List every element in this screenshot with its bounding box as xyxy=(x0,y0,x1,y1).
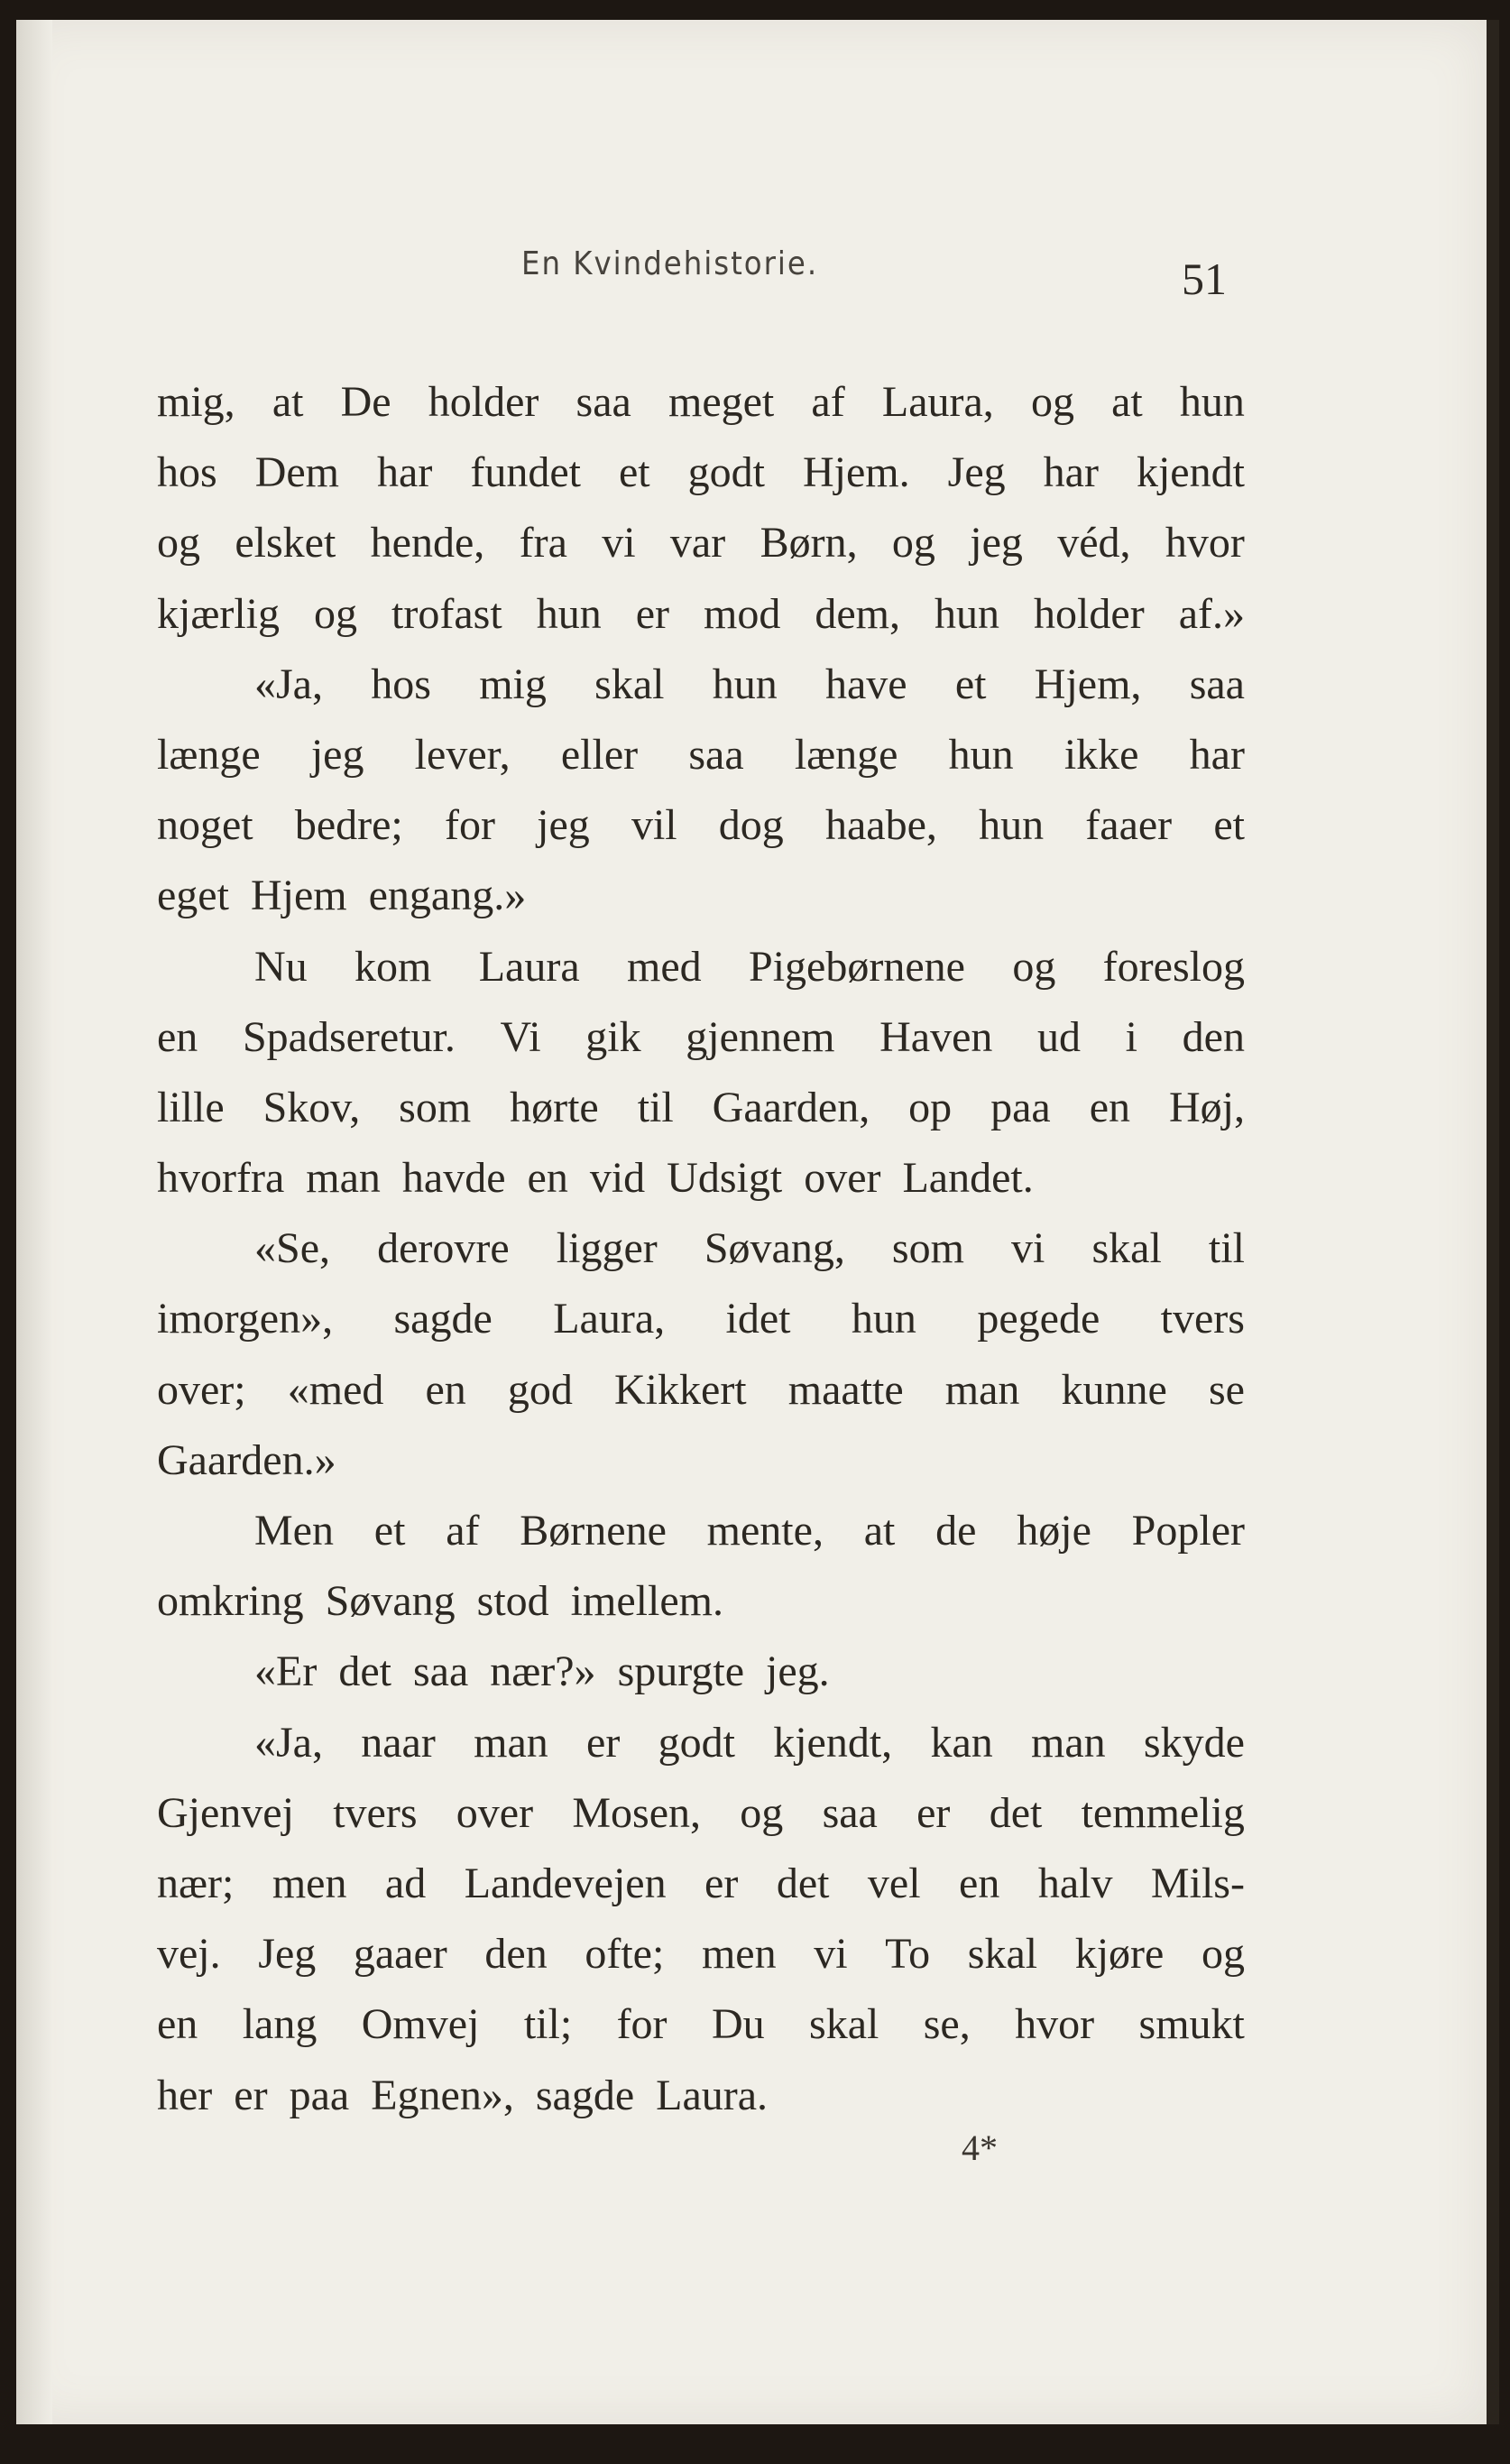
word: elsket xyxy=(235,519,336,568)
word: To xyxy=(885,1930,931,1979)
word: «Se, xyxy=(254,1224,330,1273)
word: hun xyxy=(948,730,1014,779)
word: vel xyxy=(867,1859,921,1907)
word: som xyxy=(399,1083,472,1131)
word: man xyxy=(474,1718,548,1767)
body-text xyxy=(157,367,1245,2131)
word: god xyxy=(507,1365,573,1414)
word: se, xyxy=(923,2000,971,2049)
word: Hjem, xyxy=(1034,660,1142,708)
word: man xyxy=(1031,1718,1106,1767)
word: saa xyxy=(575,378,631,426)
word: Du xyxy=(711,2000,765,2049)
word: Mosen, xyxy=(572,1788,702,1837)
word: haabe, xyxy=(824,801,937,850)
word: holder xyxy=(1034,589,1145,638)
text-line xyxy=(157,1989,1245,2060)
word: er xyxy=(916,1788,951,1837)
text-line xyxy=(157,720,1245,790)
book-page xyxy=(16,20,1499,2424)
word: hun xyxy=(935,589,1000,638)
word: smukt xyxy=(1138,2000,1245,2049)
word: længe xyxy=(157,730,261,779)
word: saa xyxy=(822,1788,878,1837)
word: jeg xyxy=(537,801,590,850)
word: over xyxy=(456,1788,534,1837)
word: nær?» xyxy=(490,1647,596,1696)
word: faaer xyxy=(1085,801,1173,850)
word: eller xyxy=(560,730,639,779)
word: «Ja, xyxy=(254,660,323,708)
word: at xyxy=(1111,378,1143,426)
word: Egnen», xyxy=(371,2071,514,2119)
word: hende, xyxy=(370,519,485,568)
word: hos xyxy=(157,448,217,497)
word: og xyxy=(891,519,935,568)
word: holder xyxy=(428,378,539,426)
word: har xyxy=(1189,730,1245,779)
page-number: 51 xyxy=(1182,254,1227,304)
word: man xyxy=(944,1365,1020,1414)
word: kom xyxy=(354,942,432,991)
word: fundet xyxy=(470,448,581,497)
word: De xyxy=(340,378,391,426)
text-line xyxy=(157,861,1245,931)
word: tvers xyxy=(1160,1295,1245,1343)
word: Jeg xyxy=(947,448,1006,497)
word: godt xyxy=(687,448,765,497)
word: saa xyxy=(688,730,744,779)
word: hørte xyxy=(510,1083,599,1131)
word: omkring xyxy=(157,1577,304,1626)
word: jeg. xyxy=(766,1647,830,1696)
word: imellem. xyxy=(570,1577,723,1626)
word: længe xyxy=(794,730,898,779)
text-line xyxy=(157,508,1245,578)
word: Gaarden, xyxy=(712,1083,870,1131)
word: Mils- xyxy=(1150,1859,1245,1907)
word: er xyxy=(586,1718,621,1767)
word: hun xyxy=(851,1295,916,1343)
word: Laura, xyxy=(553,1295,666,1343)
text-line xyxy=(157,438,1245,508)
word: paa xyxy=(289,2071,350,2119)
word: idet xyxy=(725,1295,791,1343)
word: kan xyxy=(930,1718,993,1767)
text-line xyxy=(157,1073,1245,1143)
text-line xyxy=(157,790,1245,861)
running-header: En Kvindehistorie. xyxy=(521,245,819,282)
word: af xyxy=(811,378,845,426)
word: gik xyxy=(585,1012,641,1061)
word: et xyxy=(373,1507,406,1555)
word: hvor xyxy=(1015,2000,1095,2049)
page-gutter xyxy=(16,20,52,2424)
word: Børn, xyxy=(760,519,858,568)
word: saa xyxy=(412,1647,469,1696)
word: pegede xyxy=(977,1295,1100,1343)
word: have xyxy=(825,660,907,708)
word: en xyxy=(157,2000,198,2049)
word: ikke xyxy=(1063,730,1139,779)
word: Spadseretur. xyxy=(242,1012,456,1061)
text-line xyxy=(157,367,1245,438)
word: til xyxy=(1208,1224,1245,1273)
word: «Ja, xyxy=(254,1718,323,1767)
text-line xyxy=(157,1919,1245,1989)
word: vi xyxy=(1011,1224,1045,1273)
word: maatte xyxy=(787,1365,904,1414)
word: meget xyxy=(668,378,775,426)
word: gjennem xyxy=(686,1012,835,1061)
word: Jeg xyxy=(258,1930,317,1979)
word: har xyxy=(377,448,433,497)
word: eget xyxy=(157,872,229,920)
word: for xyxy=(616,2000,668,2049)
word: et xyxy=(954,660,987,708)
word: Haven xyxy=(879,1012,993,1061)
word: ligger xyxy=(556,1224,658,1273)
word: kjendt xyxy=(1136,448,1245,497)
word: lille xyxy=(157,1083,225,1131)
word: over; xyxy=(157,1365,246,1414)
word: dog xyxy=(718,801,784,850)
word: og xyxy=(314,589,358,638)
word: naar xyxy=(361,1718,436,1767)
word: trofast xyxy=(391,589,502,638)
word: paa xyxy=(990,1083,1051,1131)
word: skal xyxy=(809,2000,879,2049)
text-line xyxy=(157,1355,1245,1426)
word: «Er xyxy=(254,1647,318,1696)
word: høje xyxy=(1017,1507,1091,1555)
word: Nu xyxy=(254,942,308,991)
word: over xyxy=(804,1154,881,1203)
text-line xyxy=(157,1708,1245,1778)
word: Gaarden.» xyxy=(157,1435,336,1484)
word: Skov, xyxy=(262,1083,361,1131)
word: derovre xyxy=(377,1224,510,1273)
word: hvorfra xyxy=(157,1154,285,1203)
word: Høj, xyxy=(1168,1083,1245,1131)
word: lever, xyxy=(414,730,511,779)
word: at xyxy=(272,378,304,426)
word: skyde xyxy=(1143,1718,1245,1767)
word: her xyxy=(157,2071,213,2119)
text-line xyxy=(157,1637,1245,1707)
word: de xyxy=(935,1507,977,1555)
word: Laura, xyxy=(881,378,994,426)
word: Søvang, xyxy=(704,1224,845,1273)
word: hun xyxy=(712,660,778,708)
word: vej. xyxy=(157,1930,221,1979)
word: saa xyxy=(1189,660,1245,708)
word: temmelig xyxy=(1081,1788,1245,1837)
word: halv xyxy=(1037,1859,1113,1907)
word: den xyxy=(1182,1012,1245,1061)
word: det xyxy=(989,1788,1043,1837)
word: Kikkert xyxy=(614,1365,747,1414)
word: Dem xyxy=(254,448,340,497)
word: mente, xyxy=(706,1507,824,1555)
text-line xyxy=(157,1002,1245,1073)
word: en xyxy=(157,1012,198,1061)
word: op xyxy=(908,1083,953,1131)
word: den xyxy=(484,1930,548,1979)
text-line xyxy=(157,1496,1245,1566)
word: og xyxy=(740,1788,784,1837)
word: hun xyxy=(979,801,1045,850)
word: vi xyxy=(602,519,636,568)
word: engang.» xyxy=(368,872,527,920)
word: Men xyxy=(254,1507,334,1555)
word: er xyxy=(234,2071,268,2119)
word: det xyxy=(776,1859,830,1907)
word: «med xyxy=(287,1365,384,1414)
word: et xyxy=(618,448,650,497)
word: en xyxy=(959,1859,1000,1907)
word: véd, xyxy=(1057,519,1131,568)
word: Børnene xyxy=(520,1507,667,1555)
word: Laura xyxy=(478,942,580,991)
text-line xyxy=(157,1566,1245,1637)
word: og xyxy=(1012,942,1056,991)
word: er xyxy=(704,1859,739,1907)
word: hun xyxy=(1179,378,1245,426)
word: og xyxy=(1030,378,1074,426)
word: men xyxy=(272,1859,347,1907)
word: spurgte xyxy=(617,1647,744,1696)
word: havde xyxy=(401,1154,506,1203)
word: men xyxy=(701,1930,777,1979)
word: af.» xyxy=(1178,589,1245,638)
word: at xyxy=(863,1507,896,1555)
text-line xyxy=(157,579,1245,650)
word: til; xyxy=(523,2000,573,2049)
word: stod xyxy=(476,1577,549,1626)
word: vid xyxy=(589,1154,646,1203)
word: lang xyxy=(242,2000,318,2049)
word: og xyxy=(1201,1930,1245,1979)
word: af xyxy=(446,1507,480,1555)
word: kunne xyxy=(1061,1365,1167,1414)
word: Hjem xyxy=(250,872,347,920)
word: mig xyxy=(479,660,547,708)
word: Pigebørnene xyxy=(749,942,965,991)
word: som xyxy=(891,1224,964,1273)
word: mod xyxy=(704,589,781,638)
word: Udsigt xyxy=(667,1154,783,1203)
text-line xyxy=(157,1778,1245,1849)
word: Gjenvej xyxy=(157,1788,294,1837)
word: hos xyxy=(371,660,431,708)
word: man xyxy=(306,1154,381,1203)
word: det xyxy=(338,1647,391,1696)
word: var xyxy=(669,519,726,568)
word: se xyxy=(1208,1365,1245,1414)
word: en xyxy=(527,1154,568,1203)
text-line xyxy=(157,2061,1245,2131)
word: dem, xyxy=(815,589,901,638)
text-line xyxy=(157,1214,1245,1284)
text-line xyxy=(157,1143,1245,1214)
text-line xyxy=(157,932,1245,1002)
text-line xyxy=(157,1426,1245,1496)
word: kjendt, xyxy=(773,1718,893,1767)
word: kjøre xyxy=(1074,1930,1165,1979)
word: er xyxy=(635,589,669,638)
word: et xyxy=(1213,801,1245,850)
word: en xyxy=(425,1365,466,1414)
word: ofte; xyxy=(585,1930,665,1979)
word: fra xyxy=(519,519,567,568)
word: en xyxy=(1089,1083,1130,1131)
word: til xyxy=(637,1083,674,1131)
text-line xyxy=(157,1284,1245,1354)
word: for xyxy=(444,801,495,850)
word: noget xyxy=(157,801,253,850)
word: mig, xyxy=(157,378,235,426)
word: bedre; xyxy=(294,801,403,850)
word: skal xyxy=(594,660,665,708)
word: imorgen», xyxy=(157,1295,334,1343)
word: Popler xyxy=(1131,1507,1245,1555)
word: Søvang xyxy=(325,1577,456,1626)
word: skal xyxy=(967,1930,1038,1979)
word: Landevejen xyxy=(464,1859,667,1907)
word: vi xyxy=(814,1930,848,1979)
word: godt xyxy=(658,1718,735,1767)
word: kjærlig xyxy=(157,589,281,638)
word: med xyxy=(627,942,702,991)
word: har xyxy=(1043,448,1099,497)
word: sagde xyxy=(393,1295,493,1343)
word: sagde xyxy=(535,2071,635,2119)
word: foreslog xyxy=(1102,942,1245,991)
word: Landet. xyxy=(902,1154,1034,1203)
word: Vi xyxy=(500,1012,541,1061)
text-line xyxy=(157,650,1245,720)
word: vil xyxy=(631,801,677,850)
word: tvers xyxy=(333,1788,418,1837)
word: og xyxy=(157,519,200,568)
word: hun xyxy=(536,589,602,638)
word: hvor xyxy=(1165,519,1245,568)
word: jeg xyxy=(970,519,1023,568)
word: nær; xyxy=(157,1859,235,1907)
word: Omvej xyxy=(361,2000,480,2049)
word: skal xyxy=(1091,1224,1162,1273)
word: ad xyxy=(384,1859,427,1907)
word: Laura. xyxy=(656,2071,769,2119)
word: i xyxy=(1125,1012,1138,1061)
word: ud xyxy=(1037,1012,1082,1061)
text-line xyxy=(157,1849,1245,1919)
word: Hjem. xyxy=(803,448,910,497)
signature-mark: 4* xyxy=(962,2127,998,2168)
word: gaaer xyxy=(353,1930,447,1979)
word: jeg xyxy=(310,730,364,779)
